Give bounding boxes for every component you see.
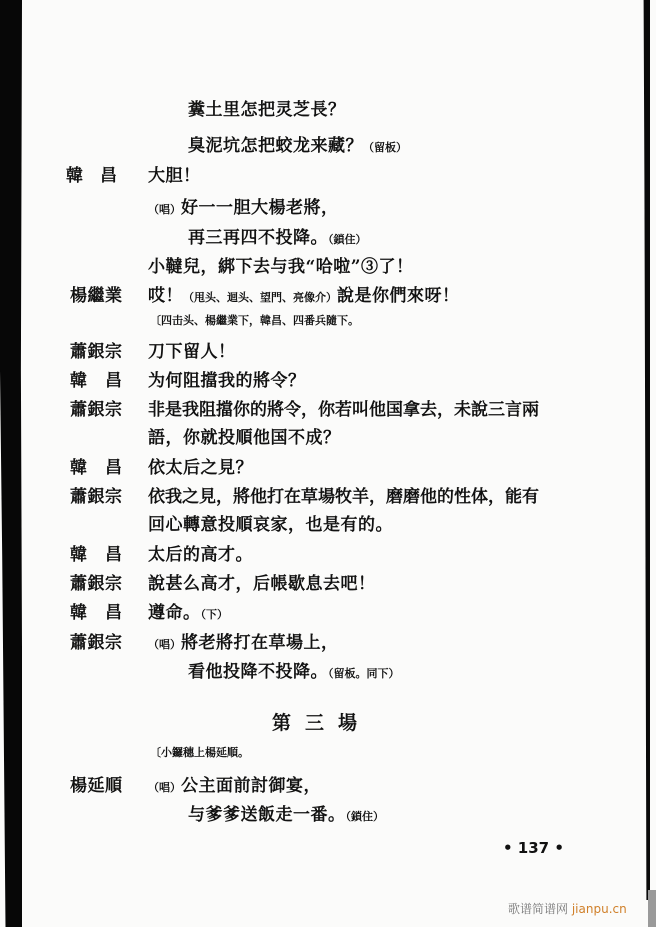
stage-direction: 〔小鑼穗上楊延順。 bbox=[150, 746, 249, 759]
line-text: 依太后之見？ bbox=[148, 458, 253, 478]
scan-edge-right bbox=[642, 0, 650, 900]
sing-marker: （唱） bbox=[148, 638, 181, 651]
line-text: 非是我阻擋你的將令，你若叫他国拿去，未說三言兩 bbox=[148, 400, 539, 420]
script-line bbox=[148, 166, 201, 186]
speaker-name: 韓 昌 bbox=[66, 166, 117, 186]
line-text: 太后的高才。 bbox=[148, 545, 253, 565]
script-line bbox=[188, 136, 407, 158]
script-line bbox=[148, 515, 393, 535]
script-line bbox=[148, 545, 253, 565]
speaker-name: 蕭銀宗 bbox=[70, 487, 123, 507]
speaker-name: 韓 昌 bbox=[70, 371, 123, 391]
speaker-name: 楊繼業 bbox=[70, 286, 123, 306]
line-text: 小韃兒，綁下去与我“哈啦”③了！ bbox=[148, 257, 414, 277]
line-text: 糞土里怎把灵芝長？ bbox=[188, 100, 346, 120]
script-line bbox=[148, 198, 339, 220]
line-text: 遵命。 bbox=[148, 603, 201, 623]
line-text: 好一一胆大楊老將， bbox=[181, 198, 339, 218]
line-text: 与爹爹送飯走一番。 bbox=[188, 805, 346, 825]
script-line bbox=[148, 487, 539, 507]
script-line bbox=[148, 257, 414, 277]
sing-marker: （唱） bbox=[148, 203, 181, 216]
speaker-name: 蕭銀宗 bbox=[70, 400, 123, 420]
watermark-site-name: 歌谱简谱网 bbox=[508, 902, 569, 916]
line-note: （甩头、迴头、望門、亮像介） bbox=[183, 291, 337, 304]
line-text: 大胆！ bbox=[148, 166, 201, 186]
script-line bbox=[148, 633, 339, 655]
speaker-name: 蕭銀宗 bbox=[70, 574, 123, 594]
script-line bbox=[148, 371, 306, 391]
script-line bbox=[148, 776, 321, 798]
speaker-name: 韓 昌 bbox=[70, 458, 123, 478]
script-line bbox=[188, 805, 384, 827]
script-line bbox=[148, 400, 539, 420]
speaker-name: 蕭銀宗 bbox=[70, 342, 123, 362]
watermark-url: jianpu.cn bbox=[571, 902, 627, 916]
line-text: 臭泥坑怎把蛟龙来藏？ bbox=[188, 136, 363, 156]
scene-title: 第三場 bbox=[272, 712, 372, 734]
script-line bbox=[148, 342, 236, 362]
script-line bbox=[188, 100, 346, 120]
line-note: （鎖住） bbox=[345, 810, 384, 823]
line-text: 說甚么高才，后帳歇息去吧！ bbox=[148, 574, 376, 594]
line-note: （留板） bbox=[363, 141, 407, 154]
line-text: 再三再四不投降。 bbox=[188, 228, 328, 248]
line-text: 語，你就投順他国不成？ bbox=[148, 428, 341, 448]
line-text: 为何阻擋我的將令？ bbox=[148, 371, 306, 391]
stage-direction: 〔四击头、楊繼業下，韓昌、四番兵隨下。 bbox=[150, 314, 359, 327]
line-text: 依我之見，將他打在草場牧羊，磨磨他的性体，能有 bbox=[148, 487, 539, 507]
script-line bbox=[148, 603, 228, 625]
line-text: 將老將打在草場上， bbox=[181, 633, 339, 653]
script-line bbox=[148, 458, 253, 478]
speaker-name: 韓 昌 bbox=[70, 603, 123, 623]
sing-marker: （唱） bbox=[148, 781, 181, 794]
scan-edge-left bbox=[0, 0, 22, 927]
speaker-name: 蕭銀宗 bbox=[70, 633, 123, 653]
page-number: • 137 • bbox=[503, 839, 564, 857]
line-note: （下） bbox=[200, 608, 228, 621]
line-text: 說是你們來呀！ bbox=[337, 286, 460, 306]
speaker-name: 楊延順 bbox=[70, 776, 123, 796]
line-note: （留板。同下） bbox=[328, 667, 400, 680]
line-text: 看他投降不投降。 bbox=[188, 662, 328, 682]
line-text: 刀下留人！ bbox=[148, 342, 236, 362]
line-text: 公主面前討御宴， bbox=[181, 776, 321, 796]
script-line bbox=[188, 662, 400, 684]
script-line bbox=[148, 428, 341, 448]
speaker-name: 韓 昌 bbox=[70, 545, 123, 565]
line-text: 哎！ bbox=[148, 286, 183, 306]
line-text: 回心轉意投順哀家，也是有的。 bbox=[148, 515, 393, 535]
watermark bbox=[508, 900, 627, 917]
script-line bbox=[148, 286, 460, 308]
scan-edge-right-gray bbox=[648, 890, 656, 927]
script-line bbox=[148, 574, 376, 594]
line-note: （鎖住） bbox=[328, 233, 367, 246]
script-line bbox=[188, 228, 367, 250]
